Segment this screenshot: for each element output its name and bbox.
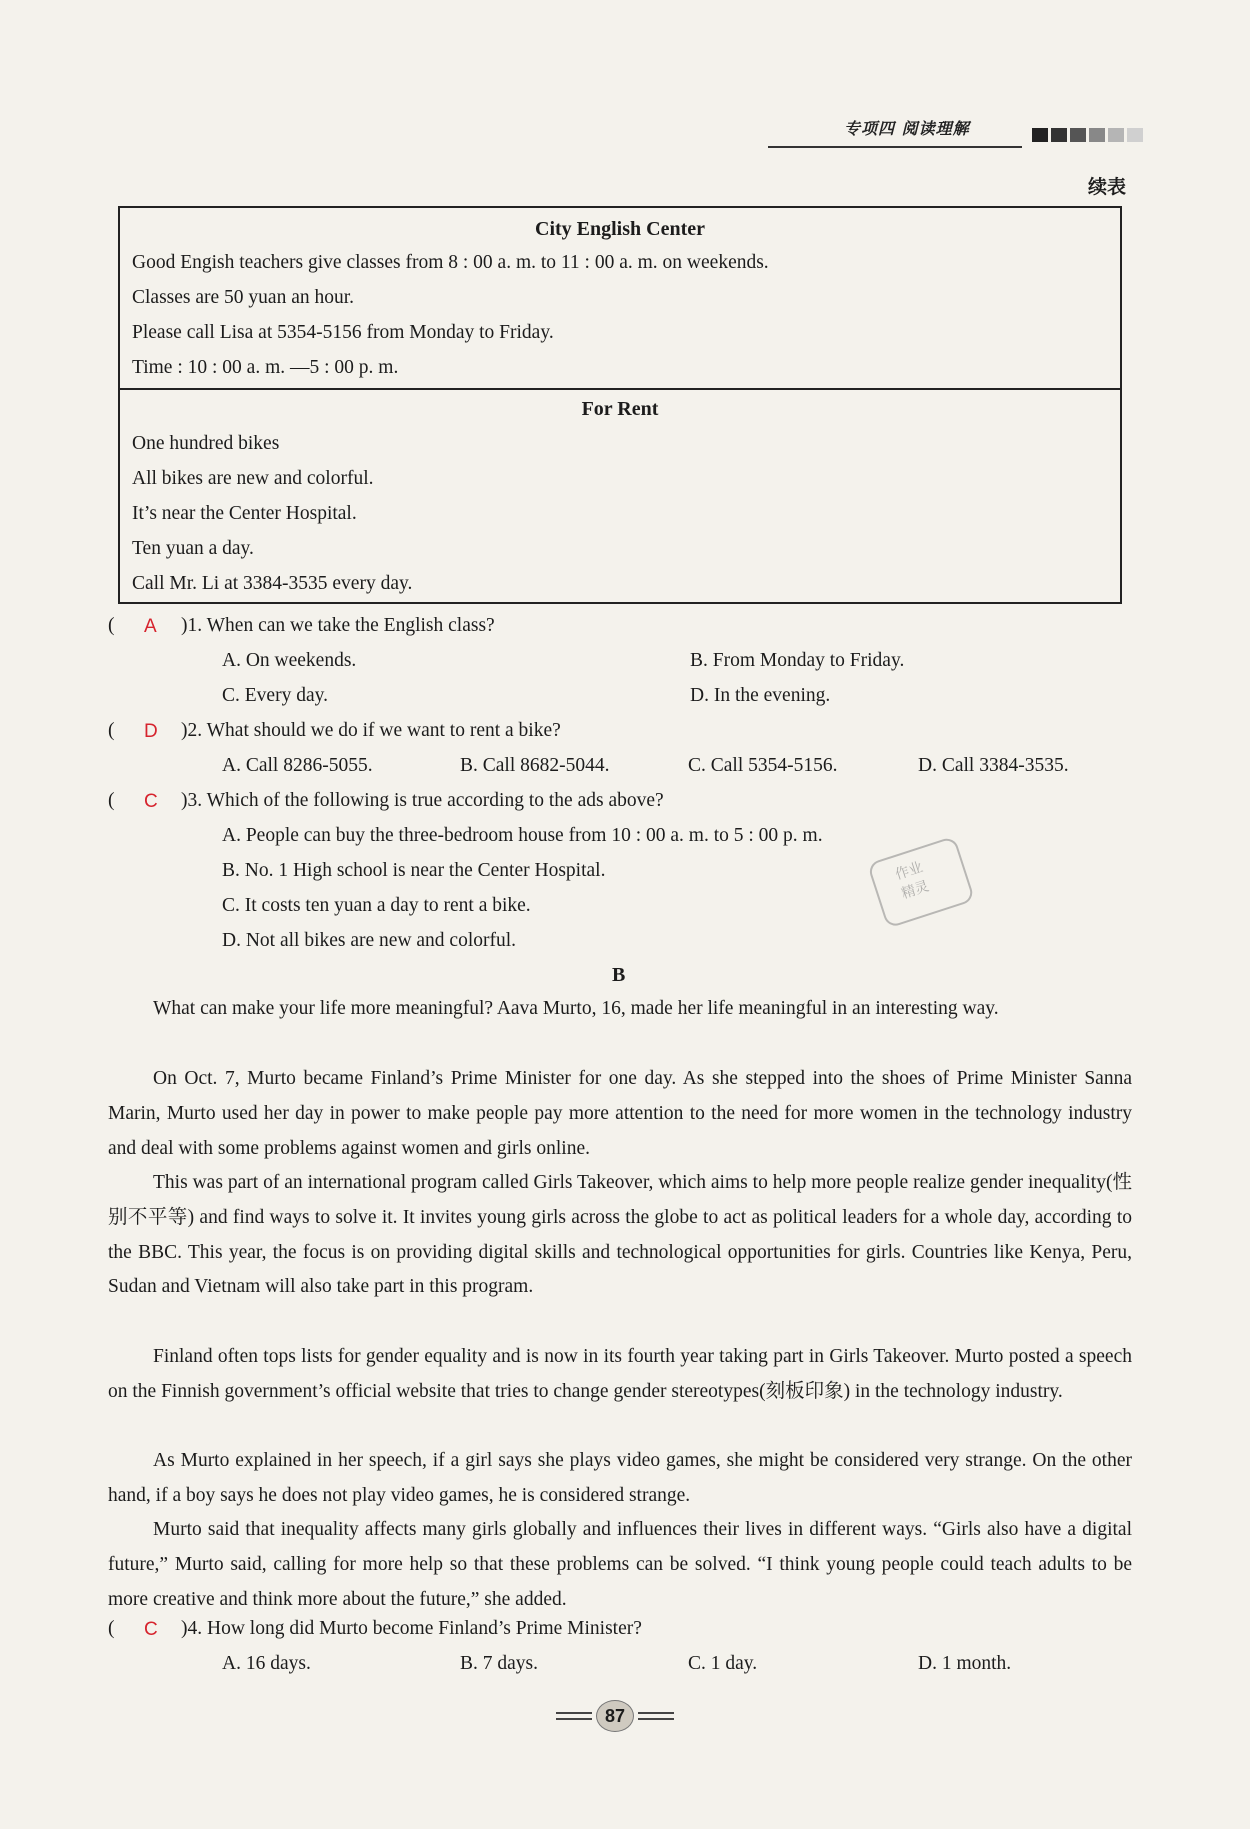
page-number-rule — [556, 1718, 592, 1720]
ad-line: One hundred bikes — [132, 433, 280, 454]
passage-paragraph: What can make your life more meaningful? Aava Murto, 16, made her life meaningful in an interesting way. — [153, 998, 999, 1019]
option: D. Call 3384-3535. — [918, 755, 1069, 776]
option: D. 1 month. — [918, 1653, 1012, 1674]
header-block — [1127, 128, 1143, 142]
answer-mark: C — [144, 1619, 158, 1640]
header-block — [1070, 128, 1086, 142]
header-block — [1032, 128, 1048, 142]
section-b-label: B — [612, 964, 626, 986]
option: D. Not all bikes are new and colorful. — [222, 930, 517, 951]
header-rule — [768, 146, 1022, 148]
option: A. People can buy the three-bedroom house from 10 : 00 a. m. to 5 : 00 p. m. — [222, 825, 823, 846]
table-divider — [120, 388, 1120, 390]
ads-table — [118, 206, 1122, 604]
question-stem: )2. What should we do if we want to rent a bike? — [181, 720, 561, 741]
header-blocks — [1032, 128, 1143, 142]
ad-line: All bikes are new and colorful. — [132, 468, 374, 489]
ad-line: Call Mr. Li at 3384-3535 every day. — [132, 573, 413, 594]
ad-line: Ten yuan a day. — [132, 538, 254, 559]
passage-paragraph: On Oct. 7, Murto became Finland’s Prime Minister for one day. As she stepped into the shoes of Prime Minister Sanna Marin, Murto used her day in power to make people pay more attention to the need for more women in the technology industry and deal with some problems against women and girls online. — [108, 1068, 1132, 1159]
question-stem: )3. Which of the following is true according to the ads above? — [181, 790, 664, 811]
option: C. It costs ten yuan a day to rent a bike. — [222, 895, 531, 916]
watermark-stamp — [867, 824, 1015, 940]
section-title: 专项四 阅读理解 — [844, 119, 970, 138]
option: B. Call 8682-5044. — [460, 755, 610, 776]
option: A. 16 days. — [222, 1653, 311, 1674]
page-number-rule — [638, 1712, 674, 1714]
stamp-line: 作业 — [893, 859, 925, 884]
page-number-rule — [638, 1718, 674, 1720]
paren-open: ( — [108, 720, 115, 741]
table-continued-label: 续表 — [1088, 176, 1127, 198]
ad-line: Good Engish teachers give classes from 8 : 00 a. m. to 11 : 00 a. m. on weekends. — [132, 252, 769, 273]
stamp-line: 精灵 — [899, 878, 932, 903]
passage-paragraph: Finland often tops lists for gender equality and is now in its fourth year taking part in Girls Takeover. Murto posted a speech on the Finnish government’s official website that tries to change gender stereotypes(刻板印象) in the technology industry. — [108, 1346, 1132, 1402]
paren-open: ( — [108, 790, 115, 811]
answer-mark: C — [144, 791, 158, 812]
option: B. 7 days. — [460, 1653, 538, 1674]
ad-title-english-center: City English Center — [535, 218, 705, 240]
option: D. In the evening. — [690, 685, 831, 706]
option: A. Call 8286-5055. — [222, 755, 373, 776]
page-header — [768, 112, 1134, 152]
paren-open: ( — [108, 1618, 115, 1639]
ad-line: Please call Lisa at 5354-5156 from Monday to Friday. — [132, 322, 554, 343]
header-block — [1051, 128, 1067, 142]
option: A. On weekends. — [222, 650, 357, 671]
passage-paragraph: Murto said that inequality affects many girls globally and influences their lives in different ways. “Girls also have a digital future,” Murto said, calling for more help so that these problems can be solved. “I think young people could teach adults to be more creative and think more about the future,” she added. — [108, 1519, 1132, 1610]
question-stem: )1. When can we take the English class? — [181, 615, 495, 636]
page-number-badge — [556, 1700, 676, 1734]
ad-title-for-rent: For Rent — [581, 398, 659, 420]
option: C. Every day. — [222, 685, 328, 706]
answer-mark: D — [144, 721, 158, 742]
option: B. No. 1 High school is near the Center Hospital. — [222, 860, 606, 881]
passage-paragraph: This was part of an international program called Girls Takeover, which aims to help more people realize gender inequality(性别不平等) and find ways to solve it. It invites young girls across the globe to act as political leaders for a whole day, according to the BBC. This year, the focus is on providing digital skills and technological opportunities for girls. Countries like Kenya, Peru, Sudan and Vietnam will also take part in this program. — [108, 1172, 1132, 1298]
header-block — [1108, 128, 1124, 142]
ad-line: It’s near the Center Hospital. — [132, 503, 357, 524]
option: C. 1 day. — [688, 1653, 758, 1674]
ad-line: Classes are 50 yuan an hour. — [132, 287, 355, 308]
passage-paragraph: As Murto explained in her speech, if a girl says she plays video games, she might be considered very strange. On the other hand, if a boy says he does not play video games, he is considered strange. — [108, 1450, 1132, 1506]
ad-line: Time : 10 : 00 a. m. —5 : 00 p. m. — [132, 357, 399, 378]
answer-mark: A — [144, 616, 157, 637]
paren-open: ( — [108, 615, 115, 636]
page-number-rule — [556, 1712, 592, 1714]
page-number: 87 — [596, 1700, 634, 1732]
option: C. Call 5354-5156. — [688, 755, 838, 776]
question-stem: )4. How long did Murto become Finland’s Prime Minister? — [181, 1618, 642, 1639]
option: B. From Monday to Friday. — [690, 650, 905, 671]
header-block — [1089, 128, 1105, 142]
